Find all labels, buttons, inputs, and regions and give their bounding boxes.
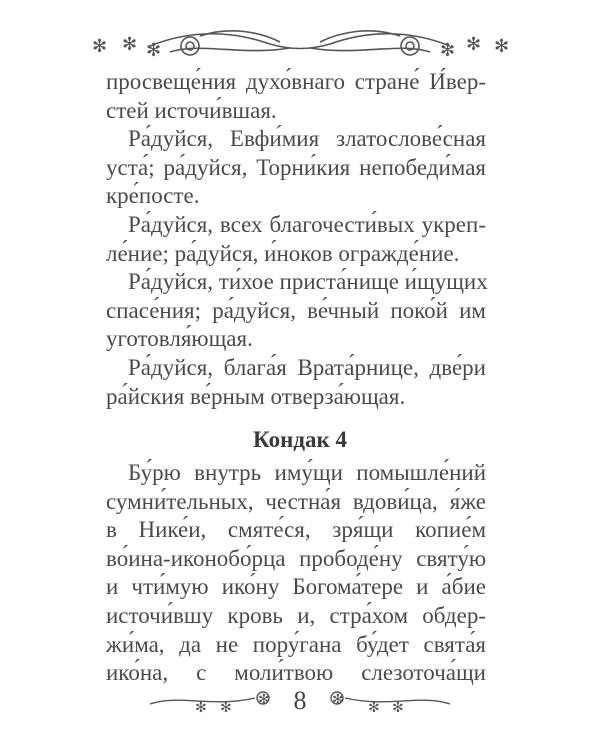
svg-text:✻: ✻ [258,692,270,708]
text-line: Ра́дуйся, блага́я Врата́рнице, две́ри [128,354,486,380]
text-line: во́ина-иконобо́рца прободе́ну святу́ю [106,545,486,571]
svg-text:✻: ✻ [368,700,380,716]
text-line: спасе́ния; ра́дуйся, ве́чный поко́й им [106,297,486,323]
text-line: ра́йския ве́рным отверза́ющая. [106,383,406,409]
svg-text:✻: ✻ [466,34,482,55]
svg-text:✻: ✻ [392,700,404,716]
svg-text:✻: ✻ [440,40,456,61]
text-line: источи́вшу кровь и, стра́хом обдер- [106,602,486,628]
svg-text:✻: ✻ [146,40,162,61]
svg-text:✻: ✻ [494,36,510,57]
page-number: 8 [293,686,307,715]
text-line: Ра́дуйся, ти́хое приста́нище и́щущих [128,269,488,295]
text-line: ле́ние; ра́дуйся, и́ноков огражде́ние. [106,240,460,266]
text-line: в Нике́и, смяте́ся, зря́щи копие́м [106,517,486,543]
svg-text:✻: ✻ [332,692,344,708]
text-line: кре́посте. [106,183,200,209]
text-line: жи́ма, да не пору́гана бу́дет свята́я [106,631,486,657]
text-line: Бу́рю внутрь иму́щи помышле́ний [128,460,486,485]
svg-text:✻: ✻ [92,36,108,57]
text-line: Ра́дуйся, всех благочести́вых укреп- [128,211,486,237]
text-line: уготовля́ющая. [106,326,253,352]
svg-text:✻: ✻ [122,34,138,55]
section-heading: Кондак 4 [253,427,347,452]
text-line: стей источи́вшая. [106,97,277,123]
text-line: ико́на, с моли́твою слезоточа́щи [106,660,486,686]
text-line: уста́; ра́дуйся, Торни́кия непобеди́мая [106,154,486,180]
header-ornament [0,22,600,62]
svg-text:✻: ✻ [220,700,232,716]
text-line: просвеще́ния духо́внаго стране́ И́вер- [106,69,486,94]
svg-text:✻: ✻ [195,700,207,716]
text-line: Ра́дуйся, Евфи́мия златослове́сная [128,126,486,152]
text-line: сумни́тельных, честна́я вдови́ца, я́же [106,488,486,514]
text-line: и чти́мую ико́ну Богома́тере и а́бие [106,574,486,600]
prayer-text-ikos [106,68,486,411]
prayer-text-kontakion [106,459,486,688]
